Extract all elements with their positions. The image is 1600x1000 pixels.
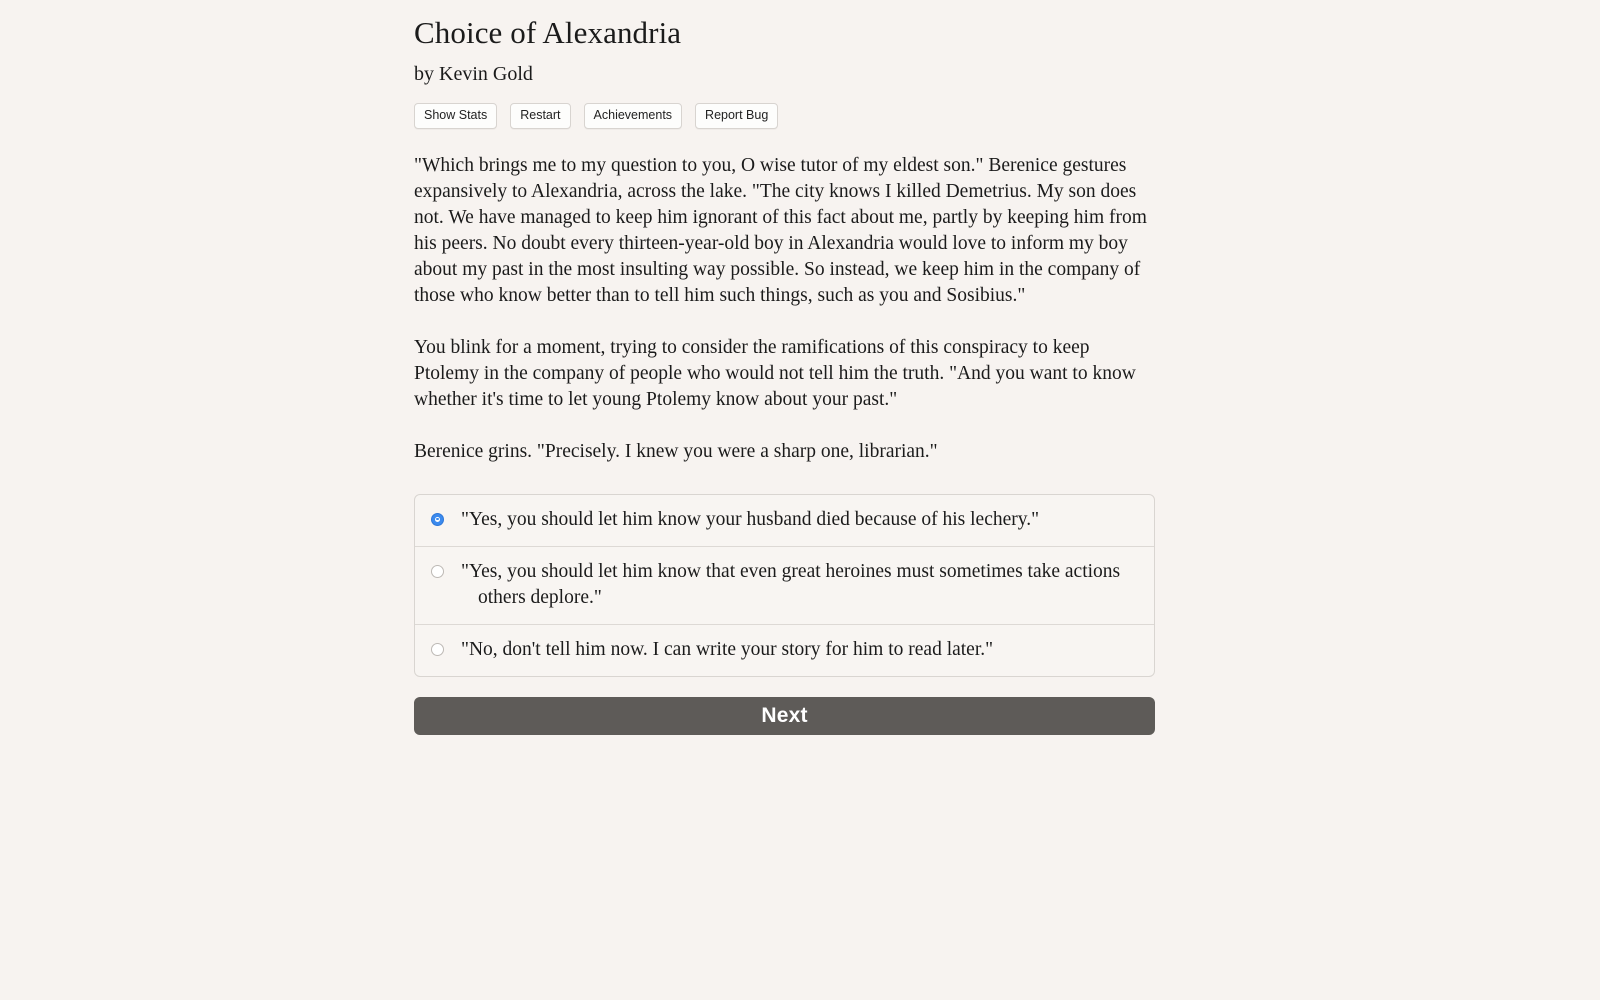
page-title: Choice of Alexandria: [414, 15, 682, 50]
content-column: [414, 0, 1155, 735]
story-paragraph: Berenice grins. "Precisely. I knew you were a sharp one, librarian.": [414, 440, 938, 462]
achievements-button[interactable]: Achievements: [584, 103, 683, 129]
story-text: [414, 153, 1155, 465]
radio-button-icon[interactable]: [431, 565, 444, 578]
radio-button-selected-icon[interactable]: [431, 513, 444, 526]
story-paragraph: "Which brings me to my question to you, O wise tutor of my eldest son." Berenice gestures expansively to Alexandria, across the lake. "The city knows I killed Demetrius. My son does not. We have managed to keep him ignorant of this fact about me, partly by keeping him from his peers. No doubt every thirteen-year-old boy in Alexandria would love to inform my boy about my past in the most insulting way possible. So instead, we keep him in the company of those who know better than to tell him such things, such as you and Sosibius.": [414, 154, 1147, 306]
restart-button[interactable]: Restart: [510, 103, 570, 129]
radio-button-icon[interactable]: [431, 643, 444, 656]
choice-list: [414, 494, 1155, 677]
next-button[interactable]: Next: [414, 697, 1155, 735]
show-stats-button[interactable]: Show Stats: [414, 103, 497, 129]
choice-option-1[interactable]: [415, 495, 1154, 547]
story-paragraph: You blink for a moment, trying to consider the ramifications of this conspiracy to keep Ptolemy in the company of people who would not tell him the truth. "And you want to know whether it's time to let young Ptolemy know about your past.": [414, 336, 1136, 410]
choice-option-2[interactable]: [415, 547, 1154, 625]
nav-button-row: [414, 103, 1155, 129]
author-byline: by Kevin Gold: [414, 63, 533, 86]
report-bug-button[interactable]: Report Bug: [695, 103, 778, 129]
choice-label: "No, don't tell him now. I can write your story for him to read later.": [461, 638, 994, 660]
choice-label: "Yes, you should let him know that even great heroines must sometimes take actions others deplore.": [461, 560, 1121, 608]
choice-label: "Yes, you should let him know your husband died because of his lechery.": [461, 508, 1040, 530]
choice-option-3[interactable]: [415, 625, 1154, 676]
